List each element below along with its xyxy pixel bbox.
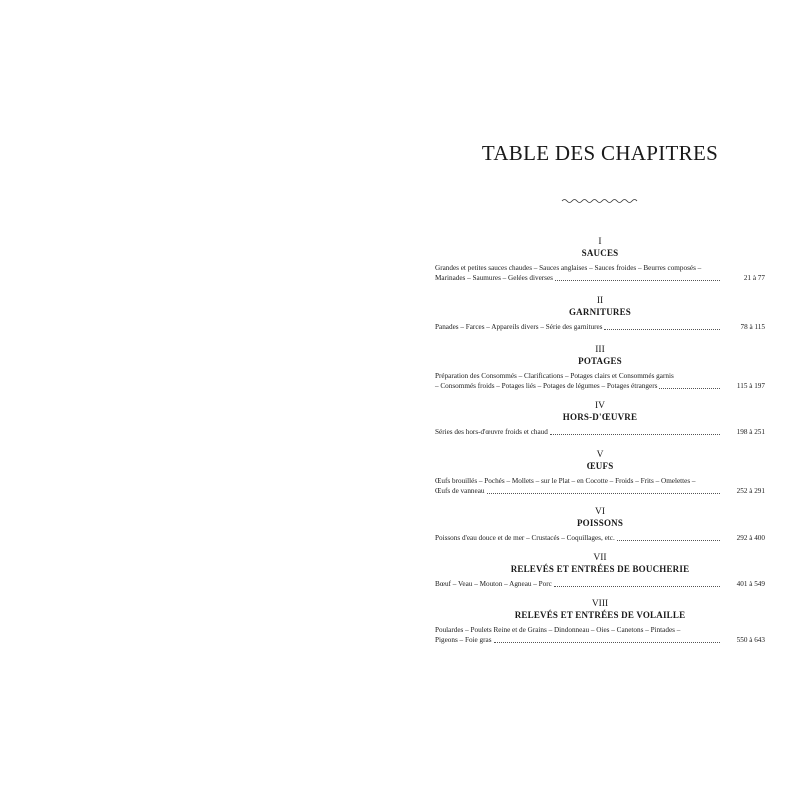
dot-leader: [555, 280, 720, 281]
page-range: 292 à 400: [736, 534, 765, 542]
chapter-description: [435, 579, 720, 589]
chapter-description: [435, 322, 720, 332]
dot-leader: [659, 388, 720, 389]
chapter-heading: POTAGES: [578, 356, 622, 366]
description-text: Grandes et petites sauces chaudes – Sauces anglaises – Sauces froides – Beurres composés –: [435, 264, 702, 272]
chapter-contents: [435, 476, 765, 496]
description-text: Poulardes – Poulets Reine et de Grains – Dindonneau – Oies – Canetons – Pintades –: [435, 626, 681, 634]
chapter-heading: HORS-D'ŒUVRE: [562, 412, 638, 422]
chapter-description: [435, 427, 720, 437]
chapter-entry: [435, 236, 765, 283]
dot-leader: [554, 586, 720, 587]
description-text: Poissons d'eau douce et de mer – Crustacés – Coquillages, etc.: [435, 534, 615, 542]
dot-leader: [617, 540, 720, 541]
chapter-heading: POISSONS: [576, 518, 624, 528]
chapter-numeral: V: [596, 450, 604, 460]
page-range: 252 à 291: [736, 487, 765, 495]
chapter-heading: SAUCES: [581, 248, 619, 258]
description-line: [435, 533, 720, 543]
description-text: Préparation des Consommés – Clarifications – Potages clairs et Consommés garnis: [435, 372, 674, 380]
chapter-contents: [435, 625, 765, 645]
table-of-contents: [435, 236, 765, 657]
description-text: Bœuf – Veau – Mouton – Agneau – Porc: [435, 580, 552, 588]
description-text: Marinades – Saumures – Gelées diverses: [435, 274, 553, 282]
chapter-entry: [435, 598, 765, 645]
wave-ornament-icon: [560, 196, 640, 206]
description-line: [435, 625, 720, 635]
dot-leader: [604, 329, 720, 330]
chapter-contents: [435, 533, 765, 543]
description-line: [435, 635, 720, 645]
page-range: 115 à 197: [736, 382, 765, 390]
description-text: – Consommés froids – Potages liés – Potages de légumes – Potages étrangers: [435, 382, 658, 390]
chapter-description: [435, 476, 720, 496]
page-range: 198 à 251: [736, 428, 765, 436]
chapter-numeral: VII: [593, 553, 607, 563]
dot-leader: [487, 493, 721, 494]
chapter-entry: [435, 449, 765, 496]
description-text: Panades – Farces – Appareils divers – Série des garnitures: [435, 323, 603, 331]
chapter-entry: [435, 552, 765, 589]
dot-leader: [494, 642, 721, 643]
chapter-contents: [435, 371, 765, 391]
chapter-numeral: III: [595, 345, 605, 355]
chapter-contents: [435, 322, 765, 332]
chapter-description: [435, 533, 720, 543]
description-text: Œufs brouillés – Pochés – Mollets – sur le Plat – en Cocotte – Froids – Frits – Omelettes –: [435, 477, 696, 485]
description-text: Séries des hors-d'œuvre froids et chaud: [435, 428, 548, 436]
description-text: Œufs de vanneau: [435, 487, 485, 495]
description-line: [435, 476, 720, 486]
page-range: 21 à 77: [743, 274, 765, 282]
chapter-heading: RELEVÉS ET ENTRÉES DE VOLAILLE: [514, 610, 686, 620]
description-line: [435, 381, 720, 391]
chapter-contents: [435, 427, 765, 437]
chapter-entry: [435, 506, 765, 543]
chapter-heading: RELEVÉS ET ENTRÉES DE BOUCHERIE: [510, 564, 690, 574]
chapter-description: [435, 625, 720, 645]
chapter-description: [435, 371, 720, 391]
chapter-numeral: I: [598, 237, 602, 247]
chapter-contents: [435, 579, 765, 589]
chapter-entry: [435, 295, 765, 332]
chapter-numeral: II: [596, 296, 604, 306]
chapter-entry: [435, 344, 765, 391]
description-line: [435, 371, 720, 381]
description-line: [435, 579, 720, 589]
chapter-description: [435, 263, 720, 283]
page-range: 550 à 643: [736, 636, 765, 644]
page-range: 78 à 115: [740, 323, 765, 331]
description-line: [435, 427, 720, 437]
chapter-heading: GARNITURES: [568, 307, 631, 317]
description-line: [435, 486, 720, 496]
chapter-contents: [435, 263, 765, 283]
description-line: [435, 263, 720, 273]
page-title: TABLE DES CHAPITRES: [481, 141, 719, 165]
description-text: Pigeons – Foie gras: [435, 636, 492, 644]
chapter-numeral: VIII: [591, 599, 609, 609]
chapter-numeral: IV: [594, 401, 606, 411]
chapter-heading: ŒUFS: [586, 461, 614, 471]
chapter-numeral: VI: [594, 507, 606, 517]
chapter-entry: [435, 400, 765, 437]
description-line: [435, 273, 720, 283]
dot-leader: [550, 434, 720, 435]
description-line: [435, 322, 720, 332]
page-range: 401 à 549: [736, 580, 765, 588]
